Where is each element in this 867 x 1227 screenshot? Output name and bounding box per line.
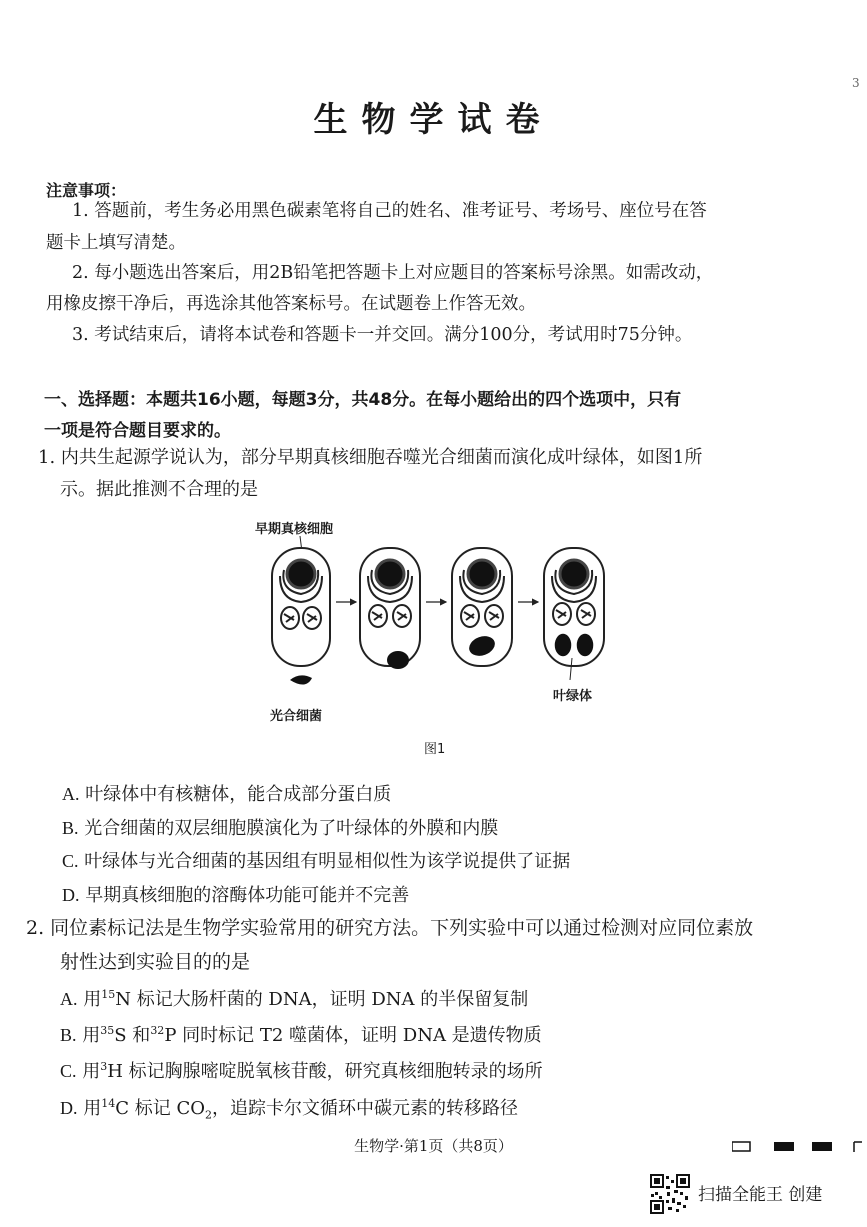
q2-option-c-pre: 用: [82, 1061, 101, 1082]
q2-stem-line-2: 射性达到实验目的的是: [60, 951, 251, 973]
q2-option-b-key: B.: [60, 1025, 77, 1045]
notice-heading: 注意事项：: [46, 181, 127, 200]
q2-option-d: [60, 1094, 518, 1122]
figure-label-eukaryote: 早期真核细胞: [255, 522, 334, 537]
q2-option-a: [60, 985, 528, 1011]
q1-option-b: [62, 814, 498, 840]
q2-option-b-isotope-mass-2: 32: [150, 1024, 165, 1037]
q1-option-b-text: 光合细菌的双层细胞膜演化为了叶绿体的外膜和内膜: [84, 818, 499, 839]
q2-option-b-isotope-mass-1: 35: [100, 1024, 115, 1037]
q2-option-b-text-2: P 同时标记 T2 噬菌体，证明 DNA 是遗传物质: [164, 1025, 542, 1046]
q2-stem-line-1: 2. 同位素标记法是生物学实验常用的研究方法。下列实验中可以通过检测对应同位素放: [26, 917, 754, 939]
q2-option-b: [60, 1021, 542, 1047]
q1-option-c-text: 叶绿体与光合细菌的基因组有明显相似性为该学说提供了证据: [84, 851, 571, 872]
page-footer: 生物学·第1页（共8页）: [354, 1137, 513, 1155]
page-title: 生物学试卷: [313, 100, 554, 140]
q2-option-c-key: C.: [60, 1061, 77, 1081]
q1-option-d: [62, 881, 409, 907]
q2-option-c: [60, 1057, 543, 1083]
scanner-watermark: 扫描全能王 创建: [698, 1185, 823, 1205]
q2-option-d-text-2: ，追踪卡尔文循环中碳元素的转移路径: [211, 1098, 518, 1119]
q2-option-d-key: D.: [60, 1098, 78, 1118]
q2-option-a-isotope-mass: 15: [101, 988, 116, 1001]
q2-option-d-subscript: 2: [204, 1108, 212, 1122]
q2-option-d-pre: 用: [83, 1098, 102, 1119]
notice-item-3: 3. 考试结束后，请将本试卷和答题卡一并交回。满分100分，考试用时75分钟。: [72, 325, 693, 345]
notice-item-1-line-2: 题卡上填写清楚。: [46, 233, 186, 253]
notice-item-2-line-2: 用橡皮擦干净后，再选涂其他答案标号。在试题卷上作答无效。: [46, 294, 536, 314]
q1-stem-line-1: 1. 内共生起源学说认为，部分早期真核细胞吞噬光合细菌而演化成叶绿体，如图1所: [38, 447, 703, 468]
cell-stage-2: [360, 548, 420, 669]
q2-option-b-pre: 用: [82, 1025, 101, 1046]
q1-option-a: [62, 780, 391, 806]
q1-option-a-key: A.: [62, 784, 80, 804]
q2-option-c-text: H 标记胸腺嘧啶脱氧核苷酸，研究真核细胞转录的场所: [107, 1061, 543, 1082]
cell-stage-3: [452, 548, 512, 666]
section-1-heading-line-2: 一项是符合题目要求的。: [44, 421, 231, 441]
cell-stage-4: [544, 548, 604, 666]
figure-caption: 图1: [424, 742, 446, 757]
q2-option-d-text-1: C 标记 CO: [115, 1098, 205, 1119]
q1-option-a-text: 叶绿体中有核糖体，能合成部分蛋白质: [85, 784, 392, 805]
q1-option-d-key: D.: [62, 885, 80, 905]
figure-label-bacterium: 光合细菌: [270, 709, 323, 724]
q1-option-b-key: B.: [62, 818, 79, 838]
section-1-heading-line-1: 一、选择题：本题共16小题，每题3分，共48分。在每小题给出的四个选项中，只有: [44, 390, 682, 410]
notice-item-1-line-1: 1. 答题前，考生务必用黑色碳素笔将自己的姓名、准考证号、考场号、座位号在答: [72, 201, 707, 221]
corner-mark: 3: [852, 76, 860, 90]
q2-option-a-text: N 标记大肠杆菌的 DNA，证明 DNA 的半保留复制: [115, 989, 529, 1010]
q1-option-c: [62, 847, 570, 873]
photosynthetic-bacterium: [290, 675, 312, 684]
q2-option-a-key: A.: [60, 989, 78, 1009]
notice-item-2-line-1: 2. 每小题选出答案后，用2B铅笔把答题卡上对应题目的答案标号涂黑。如需改动，: [72, 263, 714, 283]
q2-option-c-isotope-mass: 3: [100, 1060, 108, 1073]
registration-marks: [732, 1140, 862, 1154]
qr-code-icon: [650, 1174, 690, 1214]
q1-option-c-key: C.: [62, 851, 79, 871]
q2-option-b-text-1: S 和: [114, 1025, 151, 1046]
figure-label-chloroplast: 叶绿体: [553, 689, 593, 704]
q2-option-d-isotope-mass: 14: [101, 1097, 116, 1110]
cell-stage-1: [272, 548, 330, 666]
q1-stem-line-2: 示。据此推测不合理的是: [60, 479, 258, 500]
q2-option-a-pre: 用: [83, 989, 102, 1010]
endosymbiosis-figure: [260, 530, 630, 710]
q1-option-d-text: 早期真核细胞的溶酶体功能可能并不完善: [85, 885, 410, 906]
